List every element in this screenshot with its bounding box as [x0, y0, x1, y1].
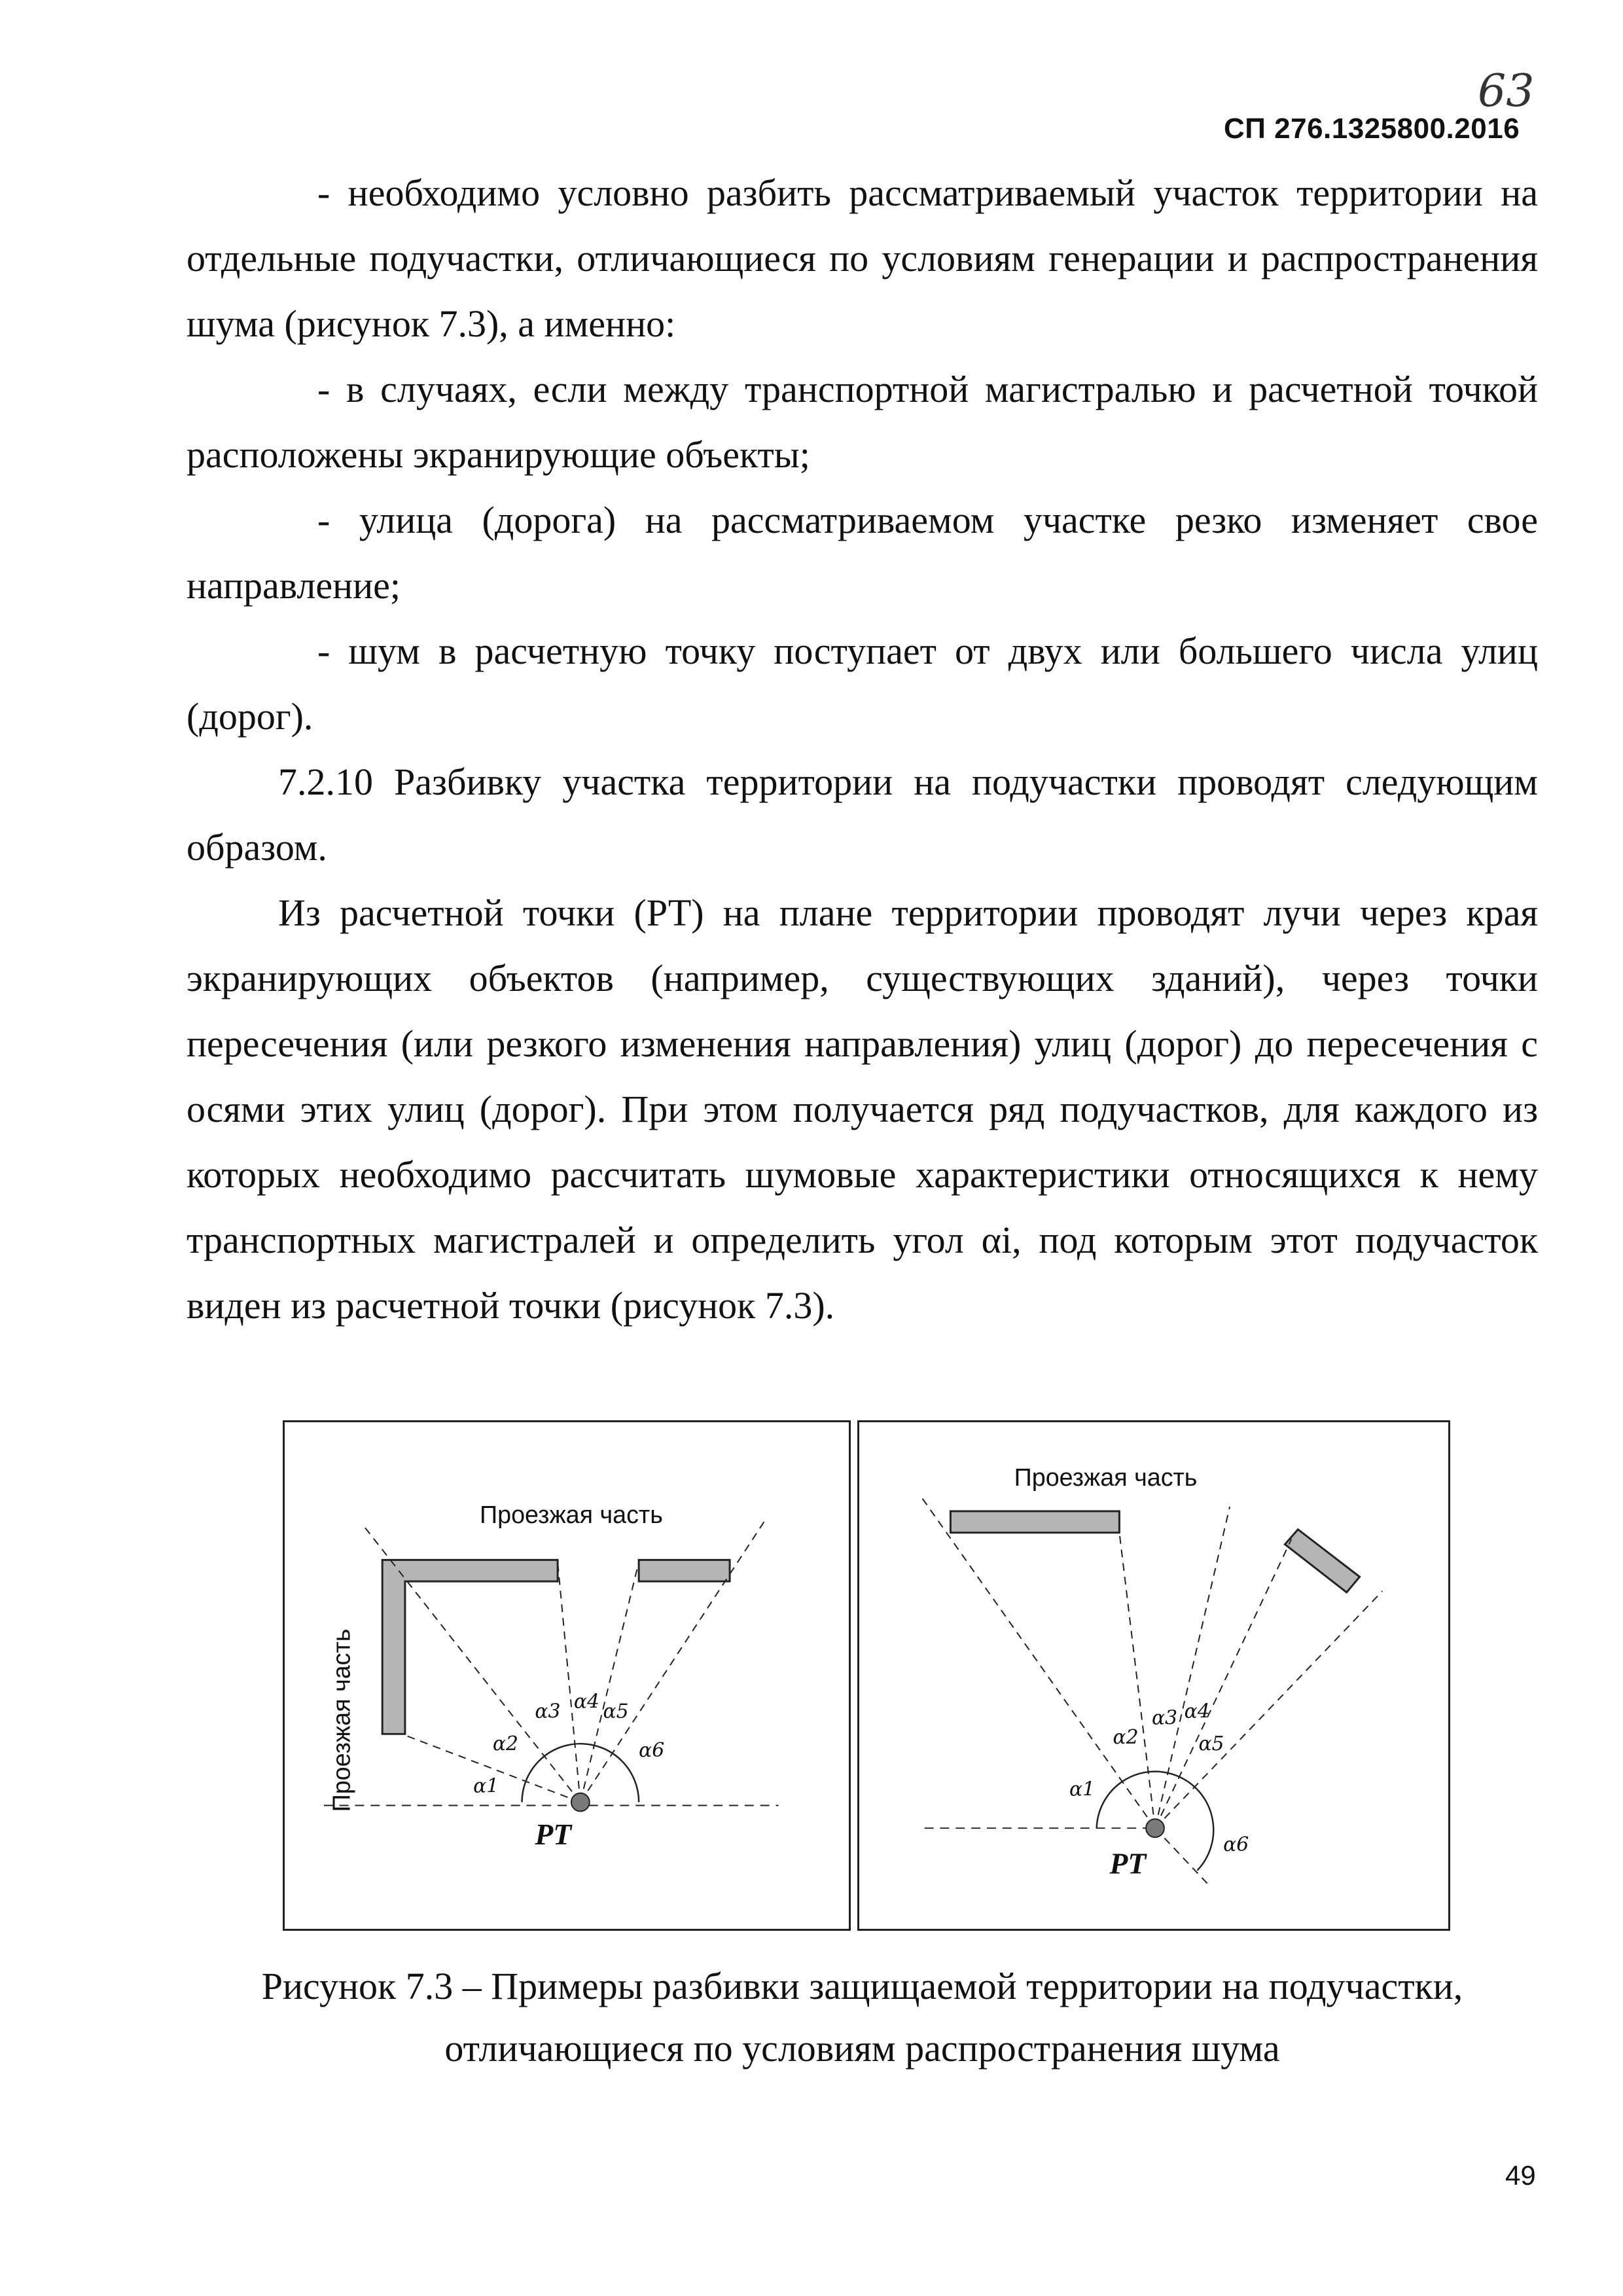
- road-block-top: [950, 1511, 1119, 1533]
- angle-alpha4: α4: [573, 1690, 599, 1713]
- figure-right-panel: [857, 1420, 1450, 1931]
- body-text: [187, 160, 1538, 1338]
- ray-2: [1119, 1533, 1155, 1829]
- ray-6: [1155, 1828, 1210, 1886]
- paragraph-6: Из расчетной точки (РТ) на плане территории проводят лучи через края экранирующих объектов (например, существующих зданий), через точки пересечения (или резкого изменения направления) улиц (дорог) до пересечения с осями этих улиц (дорог). При этом получается ряд подучастков, для каждого из которых необходимо рассчитать шумовые характеристики относящихся к нему транспортных магистралей и определить угол αi, под которым этот подучасток виден из расчетной точки (рисунок 7.3).: [187, 891, 1538, 1327]
- paragraph-2: - в случаях, если между транспортной магистралью и расчетной точкой расположены экранирующие объекты;: [187, 368, 1538, 476]
- paragraph-5: 7.2.10 Разбивку участка территории на подучастки проводят следующим образом.: [187, 761, 1538, 869]
- figure-left-diagram: [285, 1422, 849, 1929]
- road-block-diagonal: [1285, 1530, 1359, 1592]
- figure-right-diagram: [859, 1422, 1448, 1929]
- paragraph-4: - шум в расчетную точку поступает от двух или большего числа улиц (дорог).: [187, 630, 1538, 738]
- pt-point: [571, 1793, 590, 1812]
- ray-3: [558, 1562, 580, 1802]
- ray-4: [580, 1562, 639, 1802]
- angle-alpha6: α6: [639, 1739, 665, 1763]
- ray-1: [921, 1497, 1155, 1828]
- angle-alpha3: α3: [1152, 1706, 1178, 1730]
- angle-alpha6: α6: [1223, 1833, 1249, 1856]
- road-label-horizontal: Проезжая часть: [480, 1500, 663, 1528]
- angle-alpha1: α1: [473, 1774, 499, 1798]
- pt-point: [1146, 1819, 1164, 1837]
- angle-alpha3: α3: [535, 1700, 561, 1723]
- pt-label: PT: [535, 1818, 572, 1851]
- road-block-corner: [382, 1560, 561, 1734]
- figure-left-panel: [283, 1420, 851, 1931]
- ray-4: [1155, 1539, 1291, 1829]
- road-label-vertical: Проезжая часть: [327, 1628, 355, 1812]
- road-block-right: [639, 1560, 730, 1581]
- ray-3: [1155, 1507, 1230, 1828]
- angle-alpha2: α2: [492, 1732, 518, 1756]
- angle-alpha5: α5: [1198, 1732, 1224, 1756]
- angle-alpha4: α4: [1184, 1700, 1210, 1723]
- handwritten-page-number: 63: [1478, 65, 1535, 117]
- angle-alpha2: α2: [1113, 1726, 1139, 1749]
- page-number: 49: [1505, 2160, 1536, 2191]
- standard-code: СП 276.1325800.2016: [1224, 113, 1520, 145]
- road-label: Проезжая часть: [1014, 1463, 1198, 1492]
- figure-caption-line-1: Рисунок 7.3 – Примеры разбивки защищаемой территории на подучастки,: [261, 1965, 1463, 2007]
- angle-alpha5: α5: [603, 1700, 629, 1723]
- pt-label: PT: [1109, 1846, 1147, 1880]
- figure-caption-line-2: отличающиеся по условиям распространения шума: [444, 2027, 1280, 2070]
- paragraph-3: - улица (дорога) на рассматриваемом участке резко изменяет свое направление;: [187, 499, 1538, 607]
- angle-alpha1: α1: [1069, 1778, 1096, 1801]
- paragraph-1: - необходимо условно разбить рассматриваемый участок территории на отдельные подучастки, отличающиеся по условиям генерации и распространения шума (рисунок 7.3), а именно:: [187, 171, 1538, 345]
